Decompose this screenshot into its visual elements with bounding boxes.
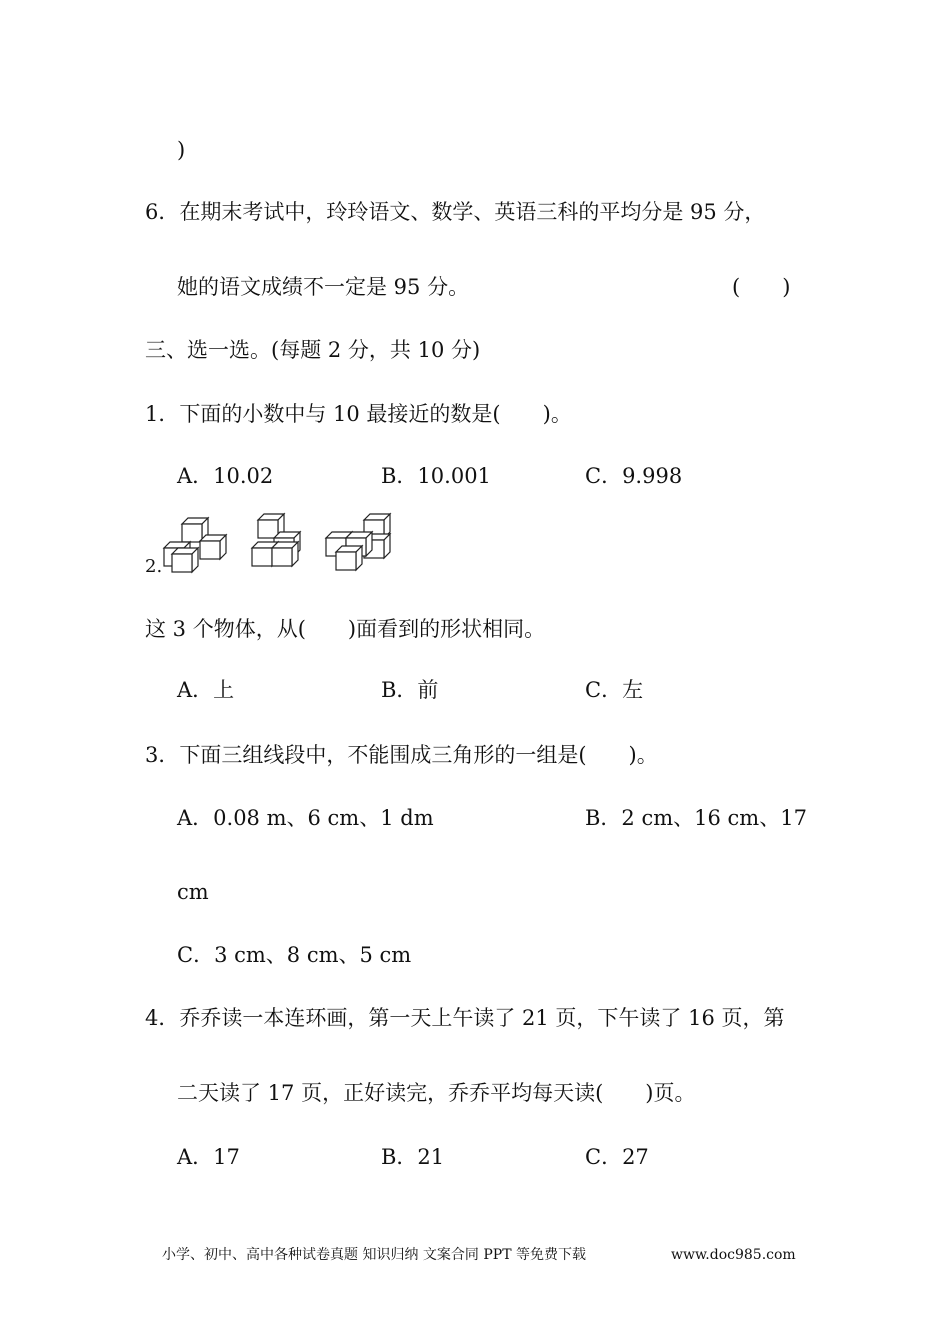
answer-bracket: ( ) — [732, 275, 791, 299]
footer-text: 小学、初中、高中各种试卷真题 知识归纳 文案合同 PPT 等免费下载 — [162, 1247, 586, 1263]
mc-question-3-stem: 3．下面三组线段中，不能围成三角形的一组是( )。 — [145, 743, 658, 767]
mc-question-4-line-2: 二天读了 17 页，正好读完，乔乔平均每天读( )页。 — [177, 1081, 696, 1105]
question-6-line-2: 她的语文成绩不一定是 95 分。 — [177, 275, 470, 299]
question-6-line-1: 6．在期末考试中，玲玲语文、数学、英语三科的平均分是 95 分， — [145, 200, 766, 224]
mc-question-2-option-c: C．左 — [585, 678, 644, 702]
footer-url: www.doc985.com — [671, 1247, 796, 1263]
section-heading: 三、选一选。(每题 2 分，共 10 分) — [145, 338, 481, 362]
mc-question-2-option-a: A．上 — [177, 678, 235, 702]
mc-question-1-option-c: C．9.998 — [585, 464, 683, 488]
mc-question-4-option-c: C．27 — [585, 1145, 649, 1169]
cube-stack-1-icon — [164, 518, 226, 572]
mc-question-2-number: 2. — [145, 556, 163, 577]
mc-question-2-stem: 这 3 个物体，从( )面看到的形状相同。 — [145, 617, 546, 641]
mc-question-4-option-a: A．17 — [177, 1145, 240, 1169]
cube-stack-3-icon — [326, 514, 390, 570]
mc-question-1-option-a: A．10.02 — [177, 464, 274, 488]
mc-question-3-option-c: C．3 cm、8 cm、5 cm — [177, 943, 412, 967]
mc-question-4-line-1: 4．乔乔读一本连环画，第一天上午读了 21 页，下午读了 16 页，第 — [145, 1006, 785, 1030]
mc-question-1-stem: 1．下面的小数中与 10 最接近的数是( )。 — [145, 402, 572, 426]
question-5-closing-paren: ) — [177, 138, 186, 162]
mc-question-3-option-a: A．0.08 m、6 cm、1 dm — [177, 806, 434, 830]
cube-stack-2-icon — [252, 514, 300, 566]
mc-question-1-option-b: B．10.001 — [381, 464, 491, 488]
mc-question-3-option-b-wrap: cm — [177, 880, 209, 904]
mc-question-3-option-b: B．2 cm、16 cm、17 — [585, 806, 807, 830]
mc-question-4-option-b: B．21 — [381, 1145, 445, 1169]
cube-figures — [156, 512, 394, 576]
mc-question-2-option-b: B．前 — [381, 678, 439, 702]
